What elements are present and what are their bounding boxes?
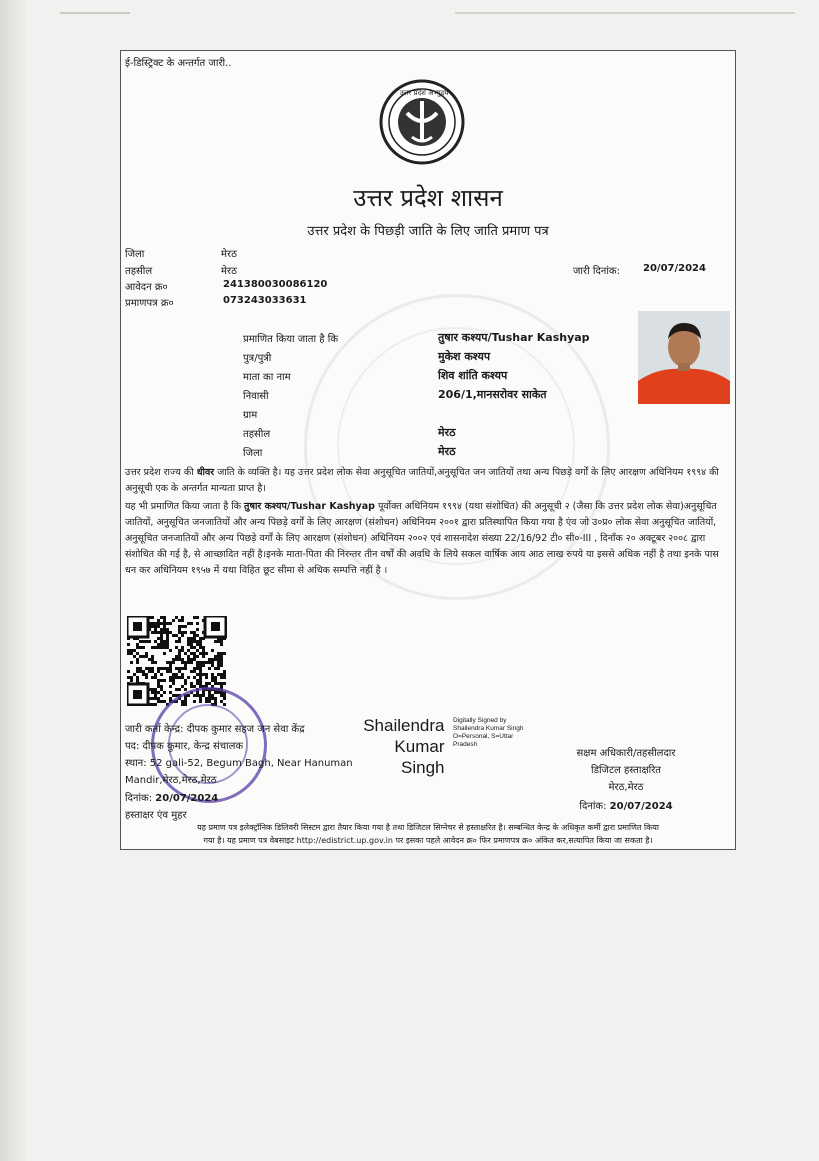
detail-value: मुकेश कश्यप [438,350,491,363]
scan-artifact [60,12,130,14]
detail-label: पुत्र/पुत्री [243,353,272,364]
issue-date-value: 20/07/2024 [643,263,706,274]
issue-date-label: जारी दिनांक: [573,266,620,277]
issuer-block [125,721,360,824]
place-label: स्थान: [125,758,147,769]
caste-name: धीवर [196,467,215,478]
detail-label: तहसील [243,429,271,440]
tehsil-label: तहसील [125,266,153,277]
paragraph-text: पूर्वोक्त अधिनियम १९९४ (यथा संशोधित) की अनुसूची २ (जैसा कि उत्तर प्रदेश लोक सेवा)अनुसूचित जातियों, अनुसूचित जनजातियों और अन्य पिछड़े वर्गों के लिए आरक्षण (संशोधन) अधिनियम २००१ द्वारा प्रतिस्थापित किया गया है एंव जो उ०प्र० लोक सेवा अनुसूचित जातियों, अनुसूचित जनजातियों और अन्य पिछड़े वर्गों के लिए आरक्षण (संशोधन) अधिनियम २००२ एवं शासनादेश संख्या 22/16/92 टी० सी०-III , दिनाँक २० अक्टूबर २००८ द्वारा संशोधित की गई है, से आच्छादित नहीं है।इनके माता-पिता की निरन्तर तीन वर्षों की अवधि के लिये सकल वार्षिक आय आठ लाख रुपये या इससे अधिक नहीं है तथा इनके पास धन कर अधिनियम १९५७ में यथा विहित छूट सीमा से अधिक सम्पत्ति नहीं है । [125,501,719,576]
detail-label: निवासी [243,391,269,402]
scan-edge [0,0,26,1161]
signature-line: Kumar [394,737,445,756]
detail-row [243,331,633,350]
footer-line: गया है। यह प्रमाण पत्र वेबसाइट http://edistrict.up.gov.in पर इसका पहले आवेदन क्र० फिर प्रमाणपत्र क्र० अंकित कर,सत्यापित किया जा सकता है। [203,836,653,845]
officer-signed: डिजिटल हस्ताक्षरित [591,765,661,776]
signature-line: Shailendra [363,716,445,735]
issuer-date-label: दिनांक: [125,793,153,804]
applicant-photo [638,311,730,404]
issuer-date-value: 20/07/2024 [155,793,219,804]
caste-paragraph [125,465,729,497]
paragraph-text: उत्तर प्रदेश राज्य की [125,467,197,478]
application-label: आवेदन क्र० [125,282,168,293]
scan-artifact [455,12,795,14]
creamy-layer-paragraph [125,499,729,579]
detail-row [243,350,633,369]
detail-value: मेरठ [438,426,456,439]
details-block [243,331,633,464]
applicant-name: तुषार कश्यप/Tushar Kashyap [244,501,375,512]
footer-line: यह प्रमाण पत्र इलेक्ट्रॉनिक डिलिवरी सिस्टम द्वारा तैयार किया गया है तथा डिजिटल सिग्नेचर से हस्ताक्षरित है। सम्बन्धित केन्द्र के अधिकृत कर्मी द्वारा प्रमाणित किया [197,823,659,832]
certificate-title: उत्तर प्रदेश शासन [353,184,503,212]
post-value: दीपक कुमार, केन्द्र संचालक [142,741,244,752]
detail-row [243,388,633,407]
detail-row [243,369,633,388]
detail-label: ग्राम [243,410,258,421]
application-number: 241380030086120 [223,279,328,290]
officer-date-label: दिनांक: [579,801,607,812]
digital-signature-note: Digitally Signed by Shailendra Kumar Singh O=Personal, S=Uttar Pradesh [453,717,524,748]
paragraph-text: जाति के व्यक्ति है। यह उत्तर प्रदेश लोक सेवा अनुसूचित जातियों,अनुसूचित जन जातियों तथा अन्य पिछड़े वर्गों के लिए आरक्षण अधिनियम १९९४ की अनुसूची एक के अन्तर्गत मान्यता प्राप्त है। [125,467,719,494]
detail-label: जिला [243,448,263,459]
detail-label: प्रमाणित किया जाता है कि [243,334,339,345]
officer-block [551,745,701,815]
emblem-text: उत्तर प्रदेश अभ्युदय [399,89,449,97]
district-label: जिला [125,249,145,260]
detail-value: मेरठ [438,445,456,458]
detail-row [243,407,633,426]
officer-place: मेरठ,मेरठ [608,782,644,793]
officer-date-value: 20/07/2024 [609,801,673,812]
district-value: मेरठ [221,249,237,260]
detail-value: तुषार कश्यप/Tushar Kashyap [438,331,590,344]
detail-value: 206/1,मानसरोवर साकेत [438,388,547,401]
post-label: पद: [125,741,140,752]
detail-value: शिव शांति कश्यप [438,369,508,382]
place-value: 52 gali-52, Begum Bagh, Near Hanuman Mandir,मेरठ,मेरठ,मेरठ [125,758,353,786]
signature-line: Singh [401,758,445,777]
digital-signature-name [361,715,444,778]
detail-row [243,445,633,464]
caste-certificate [120,50,736,850]
detail-label: माता का नाम [243,372,291,383]
centre-label: जारी कर्ता केन्द्र: [125,724,184,735]
centre-value: दीपक कुमार सहज जन सेवा केंद्र [186,724,305,735]
certificate-number: 073243033631 [223,295,307,306]
certificate-label: प्रमाणपत्र क्र० [125,298,174,309]
officer-title: सक्षम अधिकारी/तहसीलदार [576,748,676,759]
detail-row [243,426,633,445]
tehsil-value: मेरठ [221,266,237,277]
certificate-footer [121,821,735,847]
top-note: ई-डिस्ट्रिक्ट के अन्तर्गत जारी.. [125,58,232,69]
sign-seal-label: हस्ताक्षर एंव मुहर [125,810,187,821]
certificate-subtitle: उत्तर प्रदेश के पिछड़ी जाति के लिए जाति प्रमाण पत्र [307,224,549,239]
paragraph-text: यह भी प्रमाणित किया जाता है कि [125,501,245,512]
